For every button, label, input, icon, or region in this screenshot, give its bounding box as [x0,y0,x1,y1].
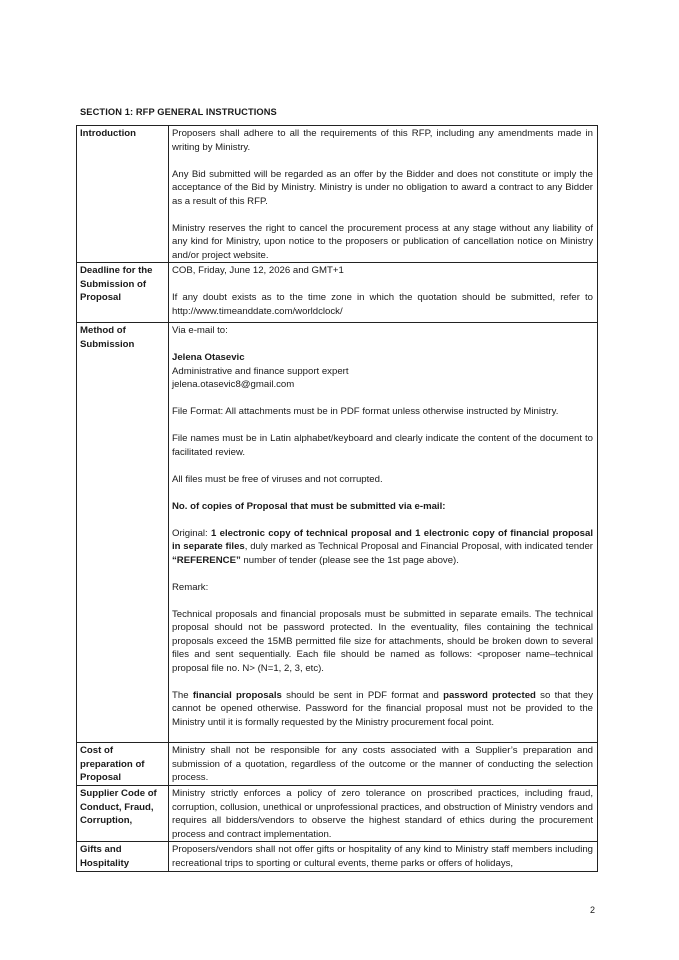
row-content-cost: Ministry shall not be responsible for any costs associated with a Supplier’s preparation and submission of a quotation, regardless of the outcome or the manner of conducting the selection process. [169,743,598,786]
copies-heading: No. of copies of Proposal that must be submitted via e-mail: [172,500,446,512]
row-label-introduction: Introduction [77,126,169,263]
table-row-method [77,323,598,743]
row-content-method [169,323,598,743]
section-title: SECTION 1: RFP GENERAL INSTRUCTIONS [80,107,277,117]
paragraph-original [172,527,593,568]
table-row-introduction [77,126,598,263]
paragraph-financial [172,689,593,730]
paragraph: Any Bid submitted will be regarded as an offer by the Bidder and does not constitute or imply the acceptance of the Bid by Ministry. Ministry is under no obligation to award a contract to any Bidder as a result of this RFP. [172,168,593,207]
contact-name: Jelena Otasevic [172,352,245,363]
row-content-deadline [169,263,598,323]
paragraph: Via e-mail to: [172,325,228,336]
contact-role: Administrative and finance support expert [172,365,349,377]
table-row-gifts [77,842,598,872]
row-label-conduct: Supplier Code of Conduct, Fraud, Corruption, [77,786,169,842]
text-span: , duly marked as Technical Proposal and Financial Proposal, with indicated tender [244,541,593,552]
row-label-cost: Cost of preparation of Proposal [77,743,169,786]
paragraph: If any doubt exists as to the time zone in which the quotation should be submitted, refer to http://www.timeanddate.com/worldclock/ [172,292,593,317]
text-span-bold: password protected [443,689,536,701]
paragraph: File names must be in Latin alphabet/keyboard and clearly indicate the content of the document to facilitated review. [172,433,593,458]
paragraph: Technical proposals and financial proposals must be submitted in separate emails. The technical proposal should not be password protected. In the eventuality, files containing the technical proposals exceed the 15MB permitted file size for attachments, should be broken down to several files and sent sequentially. Each file should be named as follows: <proposer name–technical proposal file no. N> (N=1, 2, 3, etc). [172,608,593,674]
deadline-date: COB, Friday, June 12, 2026 and GMT+1 [172,265,344,276]
paragraph: All files must be free of viruses and not corrupted. [172,473,383,485]
paragraph: Ministry reserves the right to cancel the procurement process at any stage without any liability of any kind for Ministry, upon notice to the proposers or publication of cancellation notice on Ministry and/or project website. [172,222,593,261]
row-content-gifts: Proposers/vendors shall not offer gifts or hospitality of any kind to Ministry staff members including recreational trips to sporting or cultural events, theme parks or offers of holidays, [169,842,598,872]
table-row-deadline [77,263,598,323]
text-span-bold: 1 electronic copy of technical proposal and 1 electronic copy of financial proposal in separate files [172,527,594,552]
text-span-bold: financial proposals [192,689,282,701]
paragraph: Remark: [172,581,209,593]
row-content-conduct: Ministry strictly enforces a policy of zero tolerance on proscribed practices, including fraud, corruption, collusion, unethical or unprofessional practices, and obstruction of Ministry vendors and requires all bidders/vendors to observe the highest standard of ethics during the procurement process and contract implementation. [169,786,598,842]
text-span: number of tender (please see the 1st page above). [240,554,459,566]
row-label-deadline: Deadline for the Submission of Proposal [77,263,169,323]
text-span: should be sent in PDF format and [281,689,444,701]
text-span: The [172,689,193,701]
text-span: so that they cannot be opened otherwise. Password for the financial proposal must not be provided to the Ministry until it is formally requested by the Ministry procurement focal point. [172,689,594,728]
rfp-instructions-table [76,125,598,872]
page-number: 2 [590,905,596,915]
contact-email: jelena.otasevic8@gmail.com [172,379,295,390]
row-label-method: Method of Submission [77,323,169,743]
table-row-conduct [77,786,598,842]
row-label-gifts: Gifts and Hospitality [77,842,169,872]
paragraph: File Format: All attachments must be in PDF format unless otherwise instructed by Ministry. [172,406,559,417]
table-row-cost [77,743,598,786]
text-span-bold: “REFERENCE” [172,554,241,566]
paragraph: Proposers shall adhere to all the requirements of this RFP, including any amendments made in writing by Ministry. [172,128,593,153]
text-span: Original: [172,527,211,539]
row-content-introduction [169,126,598,263]
